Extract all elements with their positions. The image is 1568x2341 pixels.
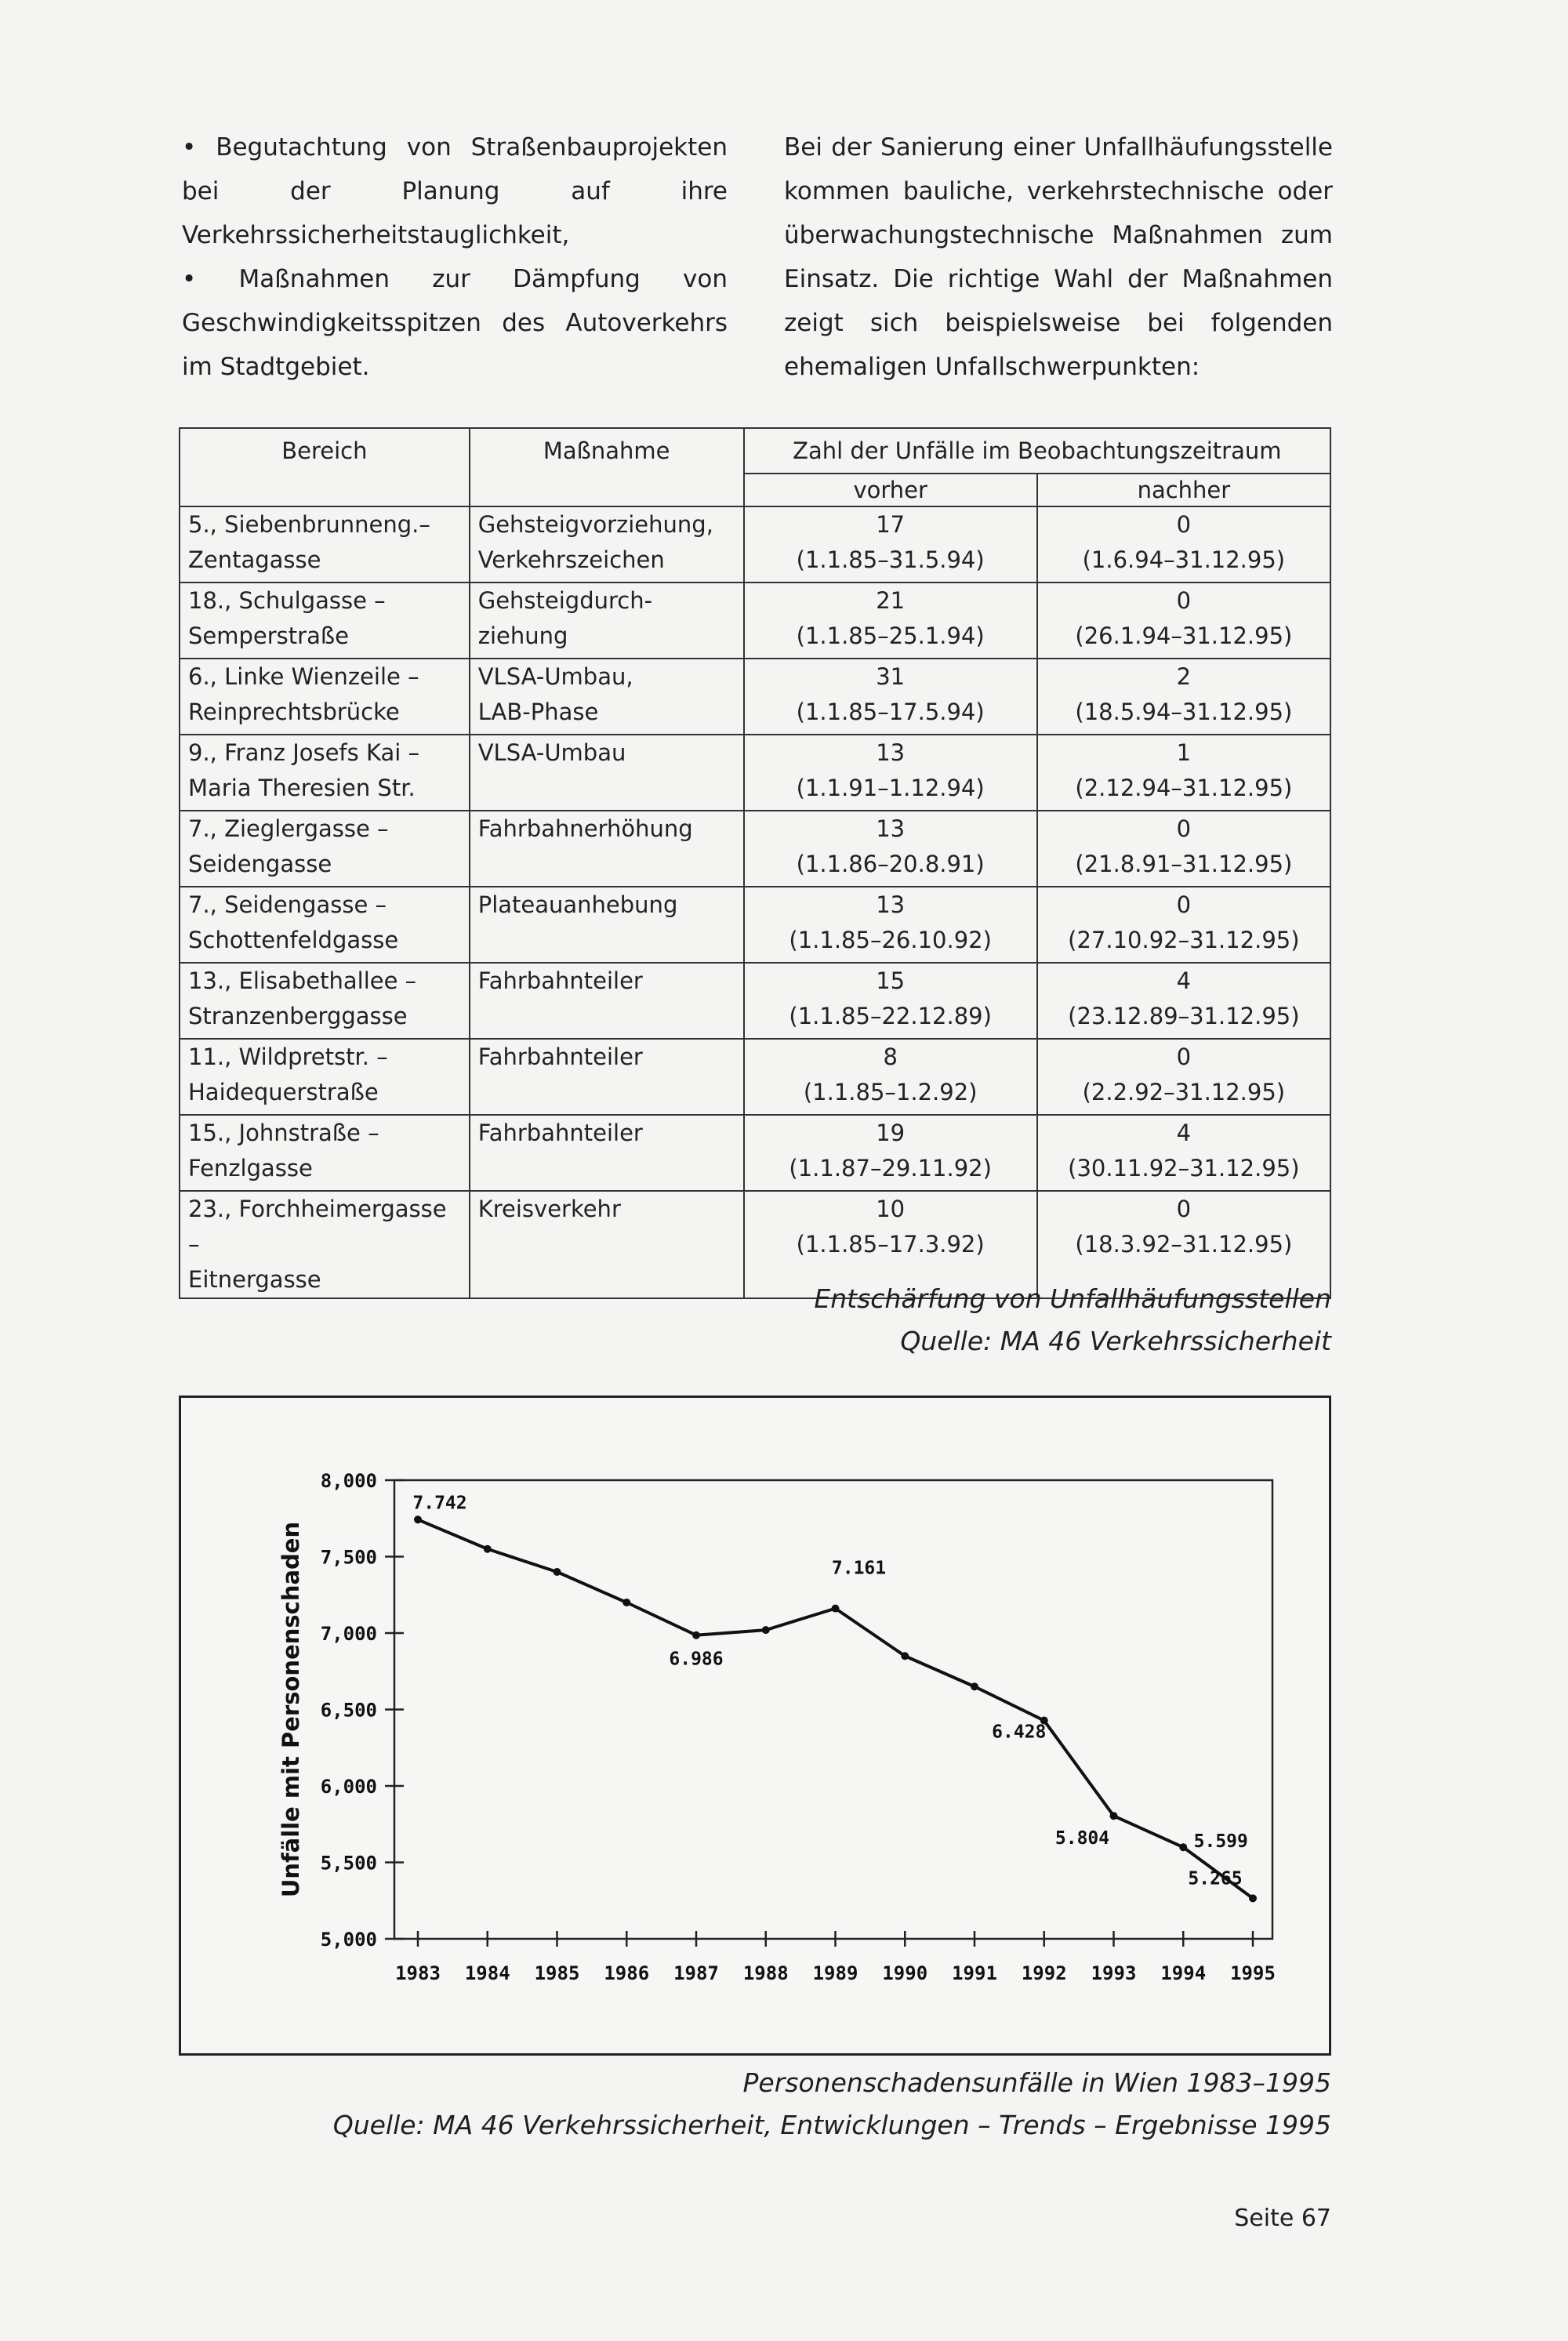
- bullet-item: • Begutachtung von Straßenbauprojekten bei der Planung auf ihre Verkehrssicherheitstauglichkeit,: [182, 133, 728, 249]
- accident-chart-frame: [179, 1396, 1331, 2056]
- cell-bereich: [180, 659, 470, 735]
- y-tick-label: 6,500: [320, 1699, 377, 1722]
- cell-massnahme-line: Plateauanhebung: [477, 891, 678, 918]
- cell-nachher-line: 0: [1176, 587, 1192, 614]
- cell-bereich: [180, 963, 470, 1039]
- cell-vorher-line: (1.1.85–1.2.92): [803, 1079, 978, 1105]
- cell-bereich-line: 18., Schulgasse –: [188, 587, 386, 614]
- x-tick-label: 1985: [534, 1962, 580, 1984]
- x-tick-label: 1988: [742, 1962, 789, 1984]
- cell-massnahme-line: Kreisverkehr: [477, 1196, 621, 1222]
- data-point: [622, 1599, 630, 1606]
- cell-nachher-line: (2.12.94–31.12.95): [1075, 775, 1293, 801]
- right-column: [784, 125, 1333, 389]
- cell-nachher-line: (1.6.94–31.12.95): [1082, 546, 1286, 573]
- cell-vorher-line: (1.1.87–29.11.92): [789, 1155, 992, 1181]
- data-label: 5.804: [1054, 1828, 1110, 1849]
- x-tick-label: 1995: [1230, 1962, 1276, 1984]
- cell-bereich-line: 11., Wildpretstr. –: [188, 1043, 388, 1070]
- table-body: [180, 506, 1330, 1298]
- page-number: Seite 67: [1234, 2205, 1331, 2232]
- cell-vorher-line: 13: [876, 891, 906, 918]
- cell-vorher: [744, 659, 1037, 735]
- data-point: [832, 1605, 840, 1613]
- data-label: 6.428: [992, 1722, 1047, 1743]
- cell-vorher: [744, 887, 1037, 963]
- table-row: [180, 1039, 1330, 1115]
- header-zahl: Zahl der Unfälle im Beobachtungszeitraum: [744, 428, 1330, 474]
- data-label: 6.986: [669, 1649, 724, 1670]
- cell-nachher: [1037, 506, 1330, 583]
- cell-nachher-line: 0: [1176, 1196, 1192, 1222]
- cell-nachher-line: (26.1.94–31.12.95): [1075, 622, 1293, 649]
- x-tick-label: 1993: [1091, 1962, 1137, 1984]
- cell-vorher-line: (1.1.86–20.8.91): [796, 851, 985, 877]
- cell-massnahme-line: LAB-Phase: [477, 699, 599, 725]
- cell-massnahme: [470, 887, 744, 963]
- cell-massnahme-line: Fahrbahnerhöhung: [477, 815, 693, 842]
- cell-vorher: [744, 963, 1037, 1039]
- table-row: [180, 735, 1330, 811]
- y-tick-label: 6,000: [320, 1776, 377, 1798]
- cell-massnahme-line: VLSA-Umbau,: [477, 663, 633, 690]
- data-point: [1110, 1812, 1118, 1820]
- y-tick-label: 7,500: [320, 1546, 377, 1569]
- header-massnahme: Maßnahme: [470, 428, 744, 506]
- data-label: 5.599: [1193, 1831, 1248, 1853]
- cell-massnahme: [470, 811, 744, 887]
- cell-bereich-line: 23., Forchheimergasse –: [188, 1196, 447, 1258]
- cell-massnahme: [470, 583, 744, 659]
- cell-bereich-line: 15., Johnstraße –: [188, 1120, 379, 1146]
- table-row: [180, 887, 1330, 963]
- cell-bereich-line: Eitnergasse: [188, 1266, 321, 1293]
- header-vorher: vorher: [744, 474, 1037, 506]
- chart-caption-title: Personenschadensunfälle in Wien 1983–1995: [742, 2067, 1331, 2098]
- cell-nachher-line: (18.3.92–31.12.95): [1075, 1231, 1293, 1258]
- cell-bereich-line: 7., Zieglergasse –: [188, 815, 389, 842]
- cell-bereich-line: 5., Siebenbrunneng.–: [188, 511, 430, 538]
- table-row: [180, 1115, 1330, 1191]
- chart-caption: [333, 2062, 1331, 2147]
- cell-vorher-line: (1.1.85–17.5.94): [796, 699, 985, 725]
- cell-bereich-line: Semperstraße: [188, 622, 349, 649]
- cell-bereich-line: Haidequerstraße: [188, 1079, 379, 1105]
- cell-nachher-line: 2: [1176, 663, 1192, 690]
- cell-nachher: [1037, 887, 1330, 963]
- header-bereich: Bereich: [180, 428, 470, 506]
- cell-vorher: [744, 811, 1037, 887]
- header-nachher: nachher: [1037, 474, 1330, 506]
- cell-nachher: [1037, 1115, 1330, 1191]
- data-point: [414, 1515, 422, 1523]
- cell-vorher-line: (1.1.91–1.12.94): [796, 775, 985, 801]
- cell-massnahme-line: ziehung: [477, 622, 568, 649]
- data-point: [901, 1652, 909, 1660]
- cell-nachher-line: (2.2.92–31.12.95): [1082, 1079, 1286, 1105]
- data-point: [484, 1545, 492, 1553]
- cell-nachher-line: (21.8.91–31.12.95): [1075, 851, 1293, 877]
- left-column: [182, 125, 728, 389]
- x-tick-label: 1994: [1160, 1962, 1207, 1984]
- cell-nachher-line: 0: [1176, 1043, 1192, 1070]
- cell-massnahme: [470, 735, 744, 811]
- cell-vorher-line: 17: [876, 511, 906, 538]
- cell-nachher: [1037, 1039, 1330, 1115]
- cell-massnahme: [470, 659, 744, 735]
- data-label: 7.161: [831, 1558, 887, 1579]
- data-point: [1249, 1894, 1257, 1902]
- table-row: [180, 811, 1330, 887]
- cell-massnahme: [470, 506, 744, 583]
- accident-hotspot-table: [179, 427, 1331, 1299]
- chart-caption-source: Quelle: MA 46 Verkehrssicherheit, Entwicklungen – Trends – Ergebnisse 1995: [332, 2110, 1331, 2140]
- cell-bereich: [180, 583, 470, 659]
- x-tick-label: 1987: [673, 1962, 719, 1984]
- cell-bereich-line: Seidengasse: [188, 851, 332, 877]
- cell-vorher-line: (1.1.85–17.3.92): [796, 1231, 985, 1258]
- x-tick-label: 1989: [812, 1962, 858, 1984]
- cell-massnahme-line: Fahrbahnteiler: [477, 967, 643, 994]
- y-tick-label: 5,500: [320, 1852, 377, 1875]
- cell-nachher: [1037, 963, 1330, 1039]
- cell-bereich: [180, 1191, 470, 1298]
- cell-vorher-line: (1.1.85–25.1.94): [796, 622, 985, 649]
- table-caption: [814, 1278, 1331, 1363]
- cell-massnahme-line: Fahrbahnteiler: [477, 1043, 643, 1070]
- table-caption-source: Quelle: MA 46 Verkehrssicherheit: [900, 1326, 1331, 1356]
- y-tick-label: 8,000: [320, 1470, 377, 1492]
- cell-vorher: [744, 1115, 1037, 1191]
- cell-massnahme: [470, 963, 744, 1039]
- intro-paragraph: Bei der Sanierung einer Unfallhäufungsstelle kommen bauliche, verkehrstechnische oder überwachungstechnische Maßnahmen zum Einsatz. Die richtige Wahl der Maßnahmen zeigt sich beispielsweise bei folgenden ehemaligen Unfallschwerpunkten:: [784, 133, 1333, 381]
- cell-nachher-line: (23.12.89–31.12.95): [1068, 1003, 1300, 1029]
- cell-nachher-line: 4: [1176, 967, 1192, 994]
- table-row: [180, 506, 1330, 583]
- cell-nachher: [1037, 659, 1330, 735]
- cell-nachher-line: 0: [1176, 511, 1192, 538]
- cell-vorher-line: 19: [876, 1120, 906, 1146]
- data-label: 5.265: [1188, 1868, 1243, 1889]
- cell-nachher-line: (27.10.92–31.12.95): [1068, 927, 1300, 953]
- y-tick-label: 7,000: [320, 1623, 377, 1645]
- y-axis-label: Unfälle mit Personenschaden: [278, 1521, 304, 1898]
- cell-massnahme: [470, 1191, 744, 1298]
- cell-bereich: [180, 1039, 470, 1115]
- cell-nachher-line: (18.5.94–31.12.95): [1075, 699, 1293, 725]
- cell-massnahme-line: Gehsteigvorziehung,: [477, 511, 713, 538]
- cell-nachher-line: 0: [1176, 891, 1192, 918]
- x-tick-label: 1991: [952, 1962, 997, 1984]
- cell-bereich: [180, 735, 470, 811]
- cell-nachher-line: 4: [1176, 1120, 1192, 1146]
- table-caption-title: Entschärfung von Unfallhäufungsstellen: [814, 1283, 1331, 1314]
- cell-bereich-line: 9., Franz Josefs Kai –: [188, 739, 420, 766]
- plot-area: [394, 1480, 1272, 1939]
- cell-bereich-line: Zentagasse: [188, 546, 321, 573]
- cell-vorher-line: 15: [876, 967, 906, 994]
- cell-vorher-line: (1.1.85–22.12.89): [789, 1003, 992, 1029]
- cell-vorher-line: 31: [876, 663, 906, 690]
- cell-nachher-line: (30.11.92–31.12.95): [1068, 1155, 1300, 1181]
- table-row: [180, 659, 1330, 735]
- cell-bereich-line: Schottenfeldgasse: [188, 927, 399, 953]
- cell-massnahme-line: Gehsteigdurch-: [477, 587, 653, 614]
- x-tick-label: 1983: [395, 1962, 441, 1984]
- x-tick-label: 1992: [1021, 1962, 1067, 1984]
- data-point: [554, 1568, 561, 1576]
- data-point: [692, 1631, 700, 1639]
- cell-vorher-line: 21: [876, 587, 906, 614]
- cell-massnahme: [470, 1039, 744, 1115]
- cell-vorher-line: (1.1.85–26.10.92): [789, 927, 992, 953]
- table-row: [180, 583, 1330, 659]
- x-tick-label: 1990: [882, 1962, 928, 1984]
- cell-bereich: [180, 1115, 470, 1191]
- cell-vorher: [744, 735, 1037, 811]
- cell-vorher: [744, 583, 1037, 659]
- x-tick-label: 1986: [604, 1962, 650, 1984]
- cell-vorher-line: (1.1.85–31.5.94): [796, 546, 985, 573]
- cell-bereich: [180, 506, 470, 583]
- data-label: 7.742: [412, 1493, 467, 1514]
- y-tick-label: 5,000: [320, 1929, 377, 1951]
- cell-nachher-line: 0: [1176, 815, 1192, 842]
- cell-bereich-line: 7., Seidengasse –: [188, 891, 387, 918]
- line-chart: [181, 1398, 1329, 2053]
- cell-nachher: [1037, 735, 1330, 811]
- data-point: [971, 1682, 978, 1690]
- data-point: [1179, 1843, 1187, 1851]
- cell-massnahme: [470, 1115, 744, 1191]
- cell-bereich-line: Stranzenberggasse: [188, 1003, 408, 1029]
- data-point: [762, 1626, 770, 1634]
- cell-vorher: [744, 1039, 1037, 1115]
- cell-vorher-line: 13: [876, 739, 906, 766]
- cell-massnahme-line: VLSA-Umbau: [477, 739, 626, 766]
- cell-nachher: [1037, 583, 1330, 659]
- cell-bereich-line: Maria Theresien Str.: [188, 775, 416, 801]
- cell-vorher: [744, 506, 1037, 583]
- cell-nachher: [1037, 811, 1330, 887]
- cell-bereich-line: 13., Elisabethallee –: [188, 967, 417, 994]
- cell-massnahme-line: Verkehrszeichen: [477, 546, 665, 573]
- cell-bereich-line: Fenzlgasse: [188, 1155, 313, 1181]
- table-row: [180, 963, 1330, 1039]
- cell-bereich-line: Reinprechtsbrücke: [188, 699, 400, 725]
- x-tick-label: 1984: [464, 1962, 510, 1984]
- cell-vorher-line: 10: [876, 1196, 906, 1222]
- bullet-item: • Maßnahmen zur Dämpfung von Geschwindigkeitsspitzen des Autoverkehrs im Stadtgebiet.: [182, 265, 728, 381]
- cell-bereich: [180, 811, 470, 887]
- cell-vorher-line: 13: [876, 815, 906, 842]
- cell-massnahme-line: Fahrbahnteiler: [477, 1120, 643, 1146]
- cell-vorher-line: 8: [883, 1043, 898, 1070]
- cell-nachher-line: 1: [1176, 739, 1192, 766]
- cell-bereich-line: 6., Linke Wienzeile –: [188, 663, 419, 690]
- cell-bereich: [180, 887, 470, 963]
